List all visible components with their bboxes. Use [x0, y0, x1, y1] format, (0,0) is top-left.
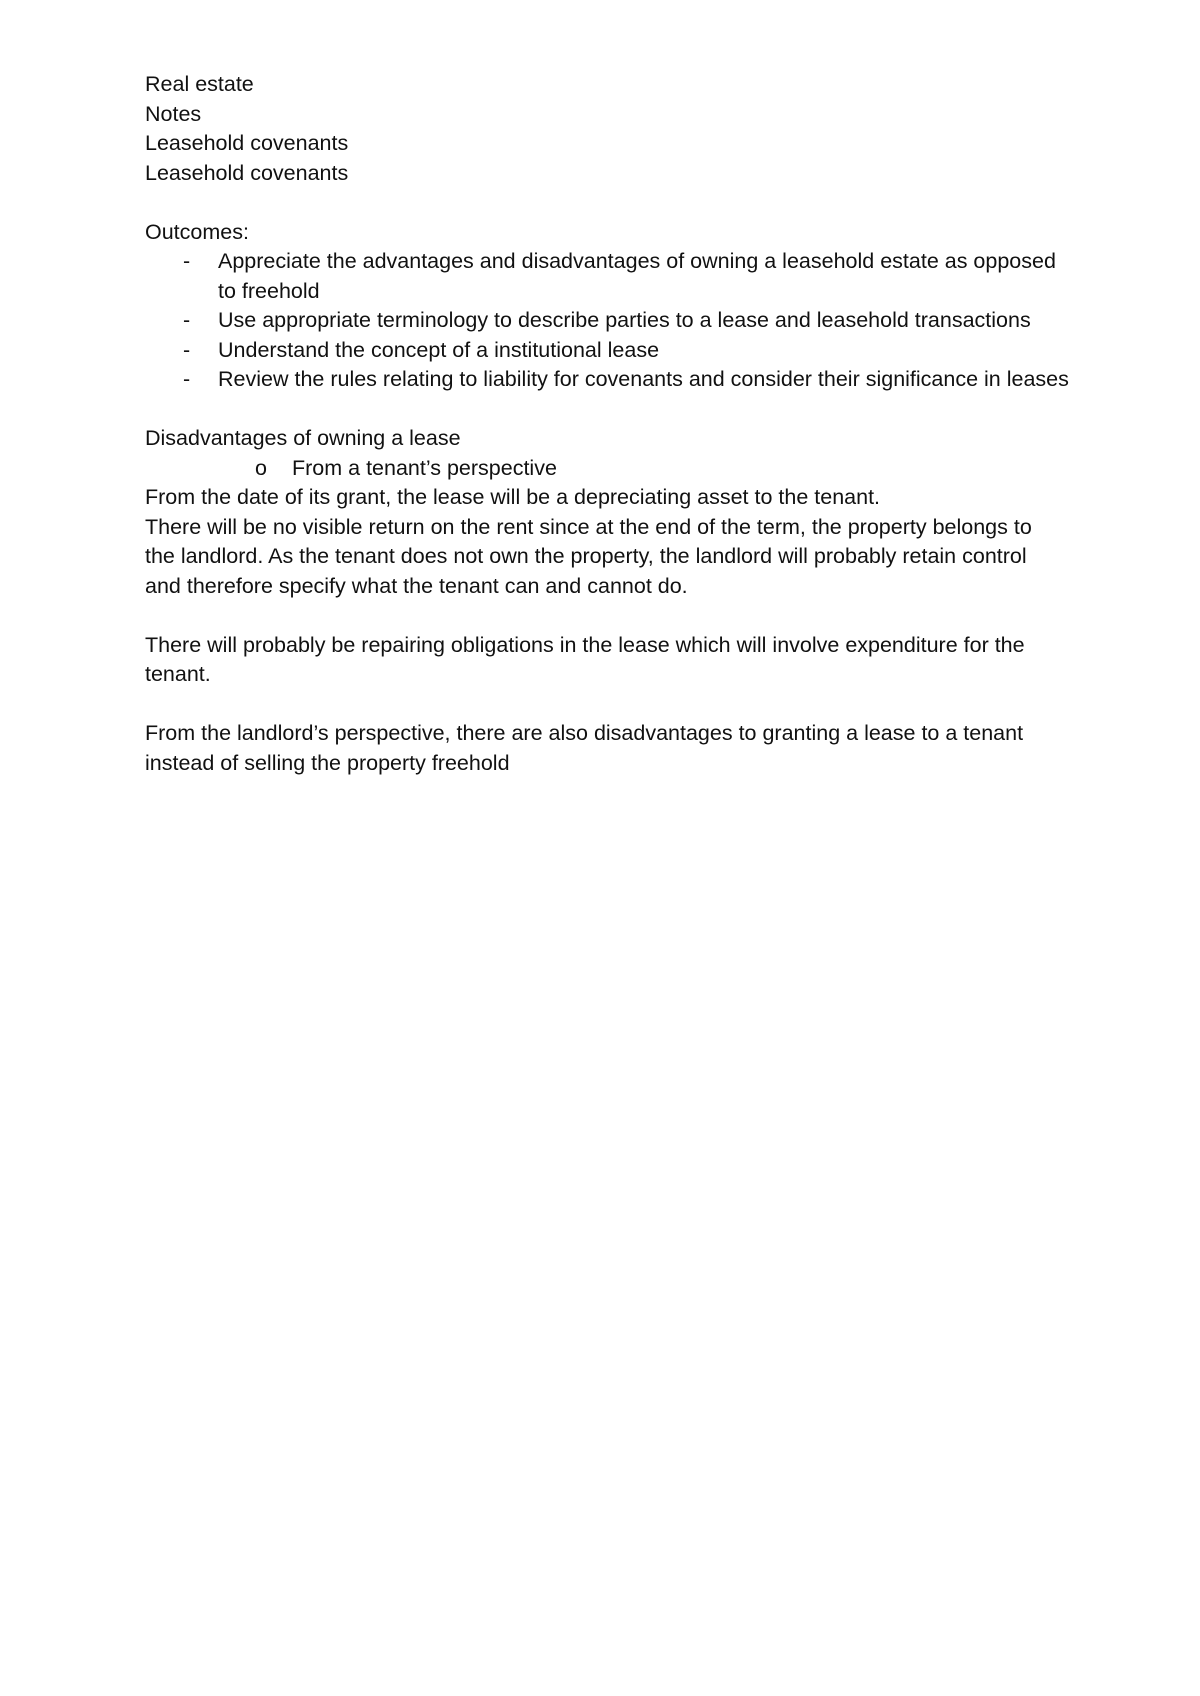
sub-list-item-text: From a tenant’s perspective: [292, 455, 557, 480]
list-item-text: Review the rules relating to liability for covenants and consider their significance in leases: [218, 367, 1069, 391]
dash-marker: -: [183, 337, 191, 362]
dash-marker: -: [183, 367, 191, 391]
title-line-2: Notes: [145, 101, 202, 126]
dash-marker: -: [183, 249, 191, 273]
list-item: [145, 365, 1078, 395]
repairing-obligations-paragraph: There will probably be repairing obligations in the lease which will involve expenditure for the tenant.: [145, 632, 1025, 686]
list-item: [145, 336, 1078, 366]
outcomes-list: [145, 247, 1069, 395]
list-item-text: Use appropriate terminology to describe parties to a lease and leasehold transactions: [218, 308, 1031, 332]
list-item-text: Understand the concept of a institutional lease: [218, 337, 660, 362]
list-item-text: Appreciate the advantages and disadvantages of owning a leasehold estate as opposed to freehold: [218, 249, 1056, 303]
disadvantages-heading: Disadvantages of owning a lease: [145, 426, 461, 450]
spacer: [145, 188, 1065, 218]
title-line-4: Leasehold covenants: [145, 160, 349, 185]
title-line-1: Real estate: [145, 72, 254, 96]
spacer: [145, 395, 1065, 425]
list-item: [145, 306, 1078, 336]
no-return-paragraph: There will be no visible return on the rent since at the end of the term, the property belongs to the landlord. As the tenant does not own the property, the landlord will probably retain control and therefore specify what the tenant can and cannot do.: [145, 514, 1032, 598]
landlord-perspective-paragraph: From the landlord’s perspective, there are also disadvantages to granting a lease to a tenant instead of selling the property freehold: [145, 721, 1024, 775]
spacer: [145, 690, 1065, 720]
outcomes-heading: Outcomes:: [145, 219, 249, 244]
sub-list-item: [145, 454, 1065, 484]
depreciating-asset-line: From the date of its grant, the lease will be a depreciating asset to the tenant.: [145, 485, 881, 509]
list-item: [145, 247, 1078, 306]
circle-bullet-marker: o: [255, 455, 267, 480]
dash-marker: -: [183, 308, 191, 332]
document-body: [145, 70, 1069, 778]
spacer: [145, 601, 1065, 631]
title-line-3: Leasehold covenants: [145, 131, 349, 155]
